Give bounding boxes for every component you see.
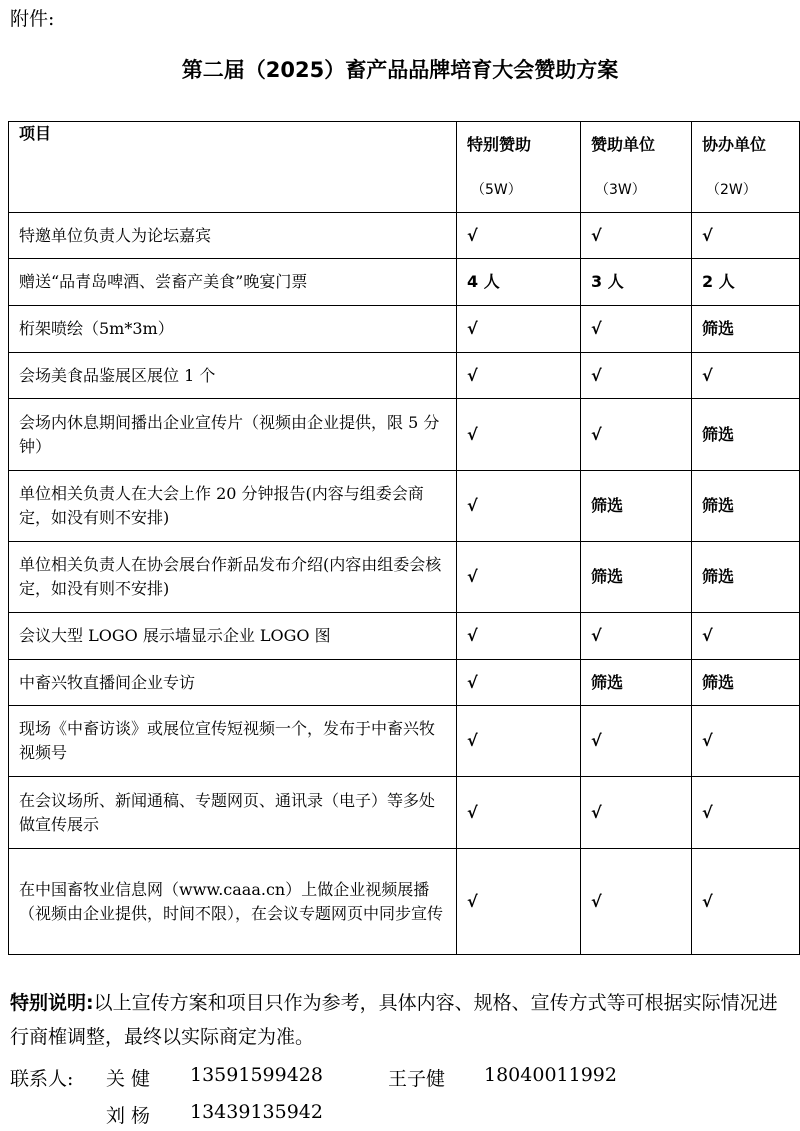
contact-phone: 13591599428 — [190, 1064, 323, 1086]
table-row — [9, 399, 800, 471]
row-value: √ — [457, 660, 581, 706]
table-row — [9, 613, 800, 660]
row-value: 2 人 — [692, 259, 800, 306]
row-value: √ — [692, 706, 800, 777]
row-value: √ — [581, 777, 692, 849]
row-item: 在中国畜牧业信息网（www.caaa.cn）上做企业视频展播（视频由企业提供，时间不限），在会议专题网页中同步宣传 — [9, 849, 457, 955]
contact-name: 刘 杨 — [106, 1105, 151, 1127]
row-value: √ — [692, 613, 800, 660]
table-row — [9, 306, 800, 353]
row-value: √ — [457, 399, 581, 471]
row-value: 4 人 — [457, 259, 581, 306]
row-item: 现场《中畜访谈》或展位宣传短视频一个，发布于中畜兴牧视频号 — [9, 706, 457, 777]
tier-name: 协办单位 — [702, 134, 767, 154]
contact-phone: 13439135942 — [190, 1101, 323, 1123]
contact-name: 王子健 — [388, 1068, 446, 1090]
row-item: 单位相关负责人在大会上作 20 分钟报告(内容与组委会商定，如没有则不安排) — [9, 471, 457, 542]
table-row — [9, 353, 800, 399]
contact-name: 关 健 — [106, 1068, 151, 1090]
row-value: 筛选 — [581, 660, 692, 706]
row-item: 在会议场所、新闻通稿、专题网页、通讯录（电子）等多处做宣传展示 — [9, 777, 457, 849]
document-title: 第二届（2025）畜产品品牌培育大会赞助方案 — [181, 58, 619, 82]
row-value: 筛选 — [692, 399, 800, 471]
row-value: √ — [581, 849, 692, 955]
row-value: √ — [581, 213, 692, 259]
row-item: 会议大型 LOGO 展示墙显示企业 LOGO 图 — [9, 613, 457, 660]
row-value: √ — [457, 777, 581, 849]
note-label: 特别说明: — [10, 992, 94, 1014]
row-value: √ — [581, 613, 692, 660]
row-value: √ — [581, 306, 692, 353]
annex-label: 附件: — [10, 8, 55, 30]
row-value: √ — [581, 706, 692, 777]
note-text: 以上宣传方案和项目只作为参考，具体内容、规格、宣传方式等可根据实际情况进行商榷调整，最终以实际商定为准。 — [10, 992, 778, 1048]
row-value: √ — [457, 471, 581, 542]
header-tier-sponsor — [581, 122, 692, 213]
row-value: 筛选 — [692, 660, 800, 706]
table-row — [9, 213, 800, 259]
row-value: 筛选 — [581, 471, 692, 542]
tier-name: 特别赞助 — [467, 134, 532, 154]
header-tier-special — [457, 122, 581, 213]
table-row — [9, 542, 800, 613]
table-row — [9, 660, 800, 706]
contact-phone: 18040011992 — [484, 1064, 617, 1086]
row-item: 特邀单位负责人为论坛嘉宾 — [9, 213, 457, 259]
row-value: √ — [692, 213, 800, 259]
row-item: 桁架喷绘（5m*3m） — [9, 306, 457, 353]
sponsorship-table — [8, 121, 800, 955]
row-value: √ — [457, 306, 581, 353]
special-note — [10, 986, 790, 1054]
table-row — [9, 471, 800, 542]
tier-amount: （5W） — [471, 181, 522, 198]
row-item: 赠送“品青岛啤酒、尝畜产美食”晚宴门票 — [9, 259, 457, 306]
row-item: 单位相关负责人在协会展台作新品发布介绍(内容由组委会核定，如没有则不安排) — [9, 542, 457, 613]
row-value: 筛选 — [692, 471, 800, 542]
contact-label: 联系人: — [10, 1068, 74, 1090]
row-value: √ — [581, 399, 692, 471]
row-value: √ — [457, 849, 581, 955]
row-value: √ — [692, 777, 800, 849]
row-value: √ — [692, 849, 800, 955]
row-value: √ — [457, 353, 581, 399]
row-item: 中畜兴牧直播间企业专访 — [9, 660, 457, 706]
table-row — [9, 849, 800, 955]
row-value: √ — [692, 353, 800, 399]
row-value: 筛选 — [581, 542, 692, 613]
row-value: √ — [457, 613, 581, 660]
table-row — [9, 777, 800, 849]
header-item: 项目 — [9, 122, 457, 213]
row-value: √ — [457, 213, 581, 259]
row-item: 会场美食品鉴展区展位 1 个 — [9, 353, 457, 399]
row-value: 3 人 — [581, 259, 692, 306]
row-value: 筛选 — [692, 542, 800, 613]
row-value: √ — [457, 542, 581, 613]
table-row — [9, 259, 800, 306]
row-item: 会场内休息期间播出企业宣传片（视频由企业提供，限 5 分钟） — [9, 399, 457, 471]
row-value: 筛选 — [692, 306, 800, 353]
table-row — [9, 706, 800, 777]
row-value: √ — [581, 353, 692, 399]
tier-name: 赞助单位 — [591, 134, 656, 154]
header-tier-co-organizer — [692, 122, 800, 213]
table-header-row — [9, 122, 800, 213]
row-value: √ — [457, 706, 581, 777]
tier-amount: （3W） — [595, 181, 646, 198]
tier-amount: （2W） — [706, 181, 757, 198]
